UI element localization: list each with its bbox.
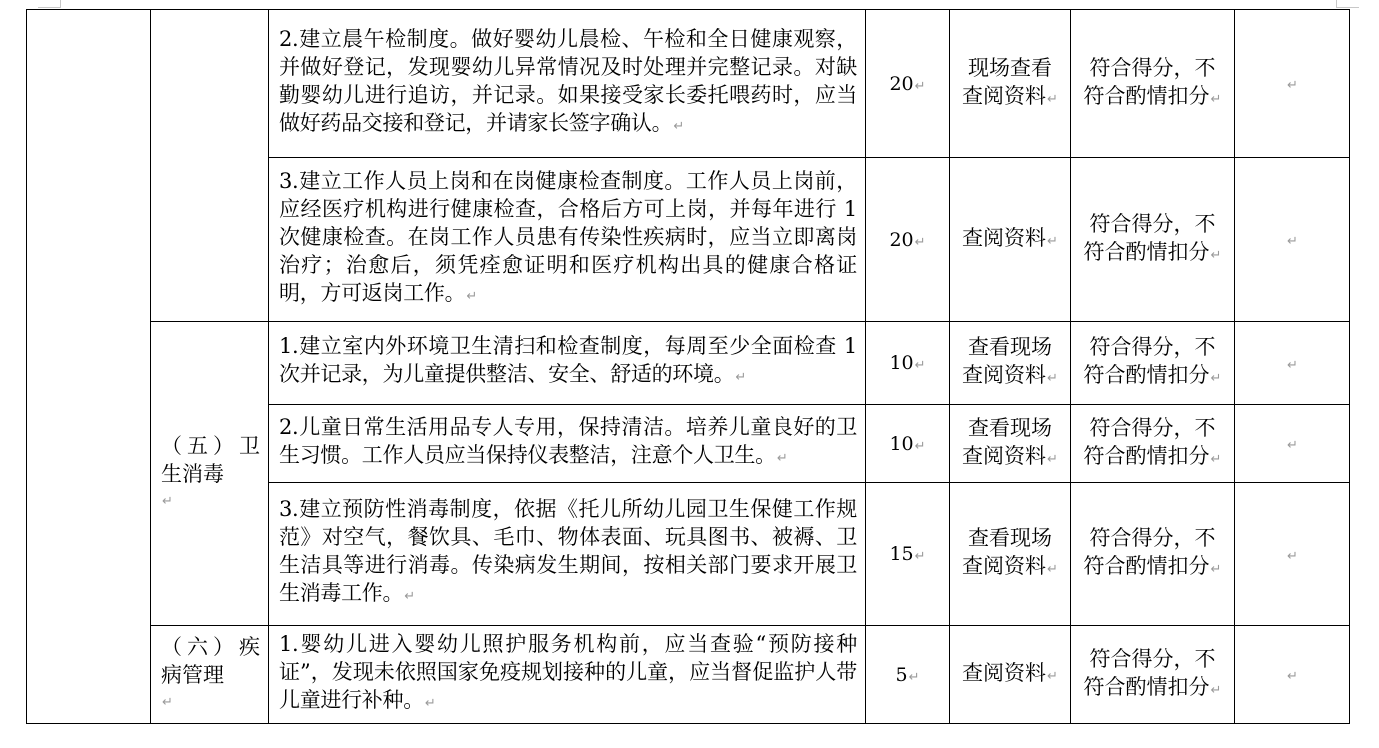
standard-cell — [1071, 322, 1235, 405]
category-disease-label: 病管理 — [161, 662, 224, 687]
method-line-2: 查阅资料 — [962, 83, 1047, 108]
return-mark: ↵ — [914, 78, 926, 94]
remarks-cell — [1235, 626, 1350, 724]
return-mark: ↵ — [914, 438, 926, 454]
page-corner-mark — [1336, 0, 1359, 8]
score-value: 5 — [895, 663, 908, 686]
category-disease-line-1: （六）疾 — [161, 634, 260, 659]
criterion-text: 1.婴幼儿进入婴幼儿照护服务机构前，应当查验“预防接种证”，发现未依照国家免疫规划接种的儿童，应当督促监护人带儿童进行补种。 — [279, 631, 857, 712]
return-mark: ↵ — [1287, 234, 1298, 249]
score-value: 10 — [889, 352, 914, 374]
score-cell — [866, 158, 950, 322]
score-cell — [866, 626, 950, 724]
return-mark: ↵ — [1047, 668, 1058, 684]
standard-line-2: 符合酌情扣分 — [1083, 443, 1210, 468]
standard-line-1: 符合得分，不 — [1089, 55, 1216, 80]
empty-section-cell — [27, 10, 151, 724]
category-sanitation-label: 生消毒 — [161, 461, 224, 486]
method-line-2: 查阅资料 — [962, 554, 1047, 578]
criterion-text-cell — [269, 626, 866, 724]
return-mark: ↵ — [776, 450, 788, 466]
return-mark: ↵ — [1287, 438, 1298, 453]
score-value: 15 — [889, 543, 914, 565]
criterion-text-cell — [269, 322, 866, 405]
remarks-cell — [1235, 322, 1350, 405]
criterion-text-cell — [269, 158, 866, 322]
return-mark: ↵ — [735, 370, 746, 385]
return-mark: ↵ — [1210, 371, 1222, 386]
return-mark: ↵ — [1210, 682, 1222, 698]
return-mark: ↵ — [1210, 562, 1222, 577]
return-mark: ↵ — [1047, 562, 1058, 577]
table-row — [27, 10, 1350, 158]
criterion-text: 3.建立预防性消毒制度，依据《托儿所幼儿园卫生保健工作规范》对空气，餐饮具、毛巾、物体表面、玩具图书、被褥、卫生洁具等进行消毒。传染病发生期间，按相关部门要求开展卫生消毒工作。 — [279, 497, 857, 605]
criterion-text: 2.建立晨午检制度。做好婴幼儿晨检、午检和全日健康观察，并做好登记，发现婴幼儿异常情况及时处理并完整记录。对缺勤婴幼儿进行追访，并记录。如果接受家长委托喂药时，应当做好药品交接和登记，并请家长签字确认。 — [279, 26, 857, 135]
score-cell — [866, 322, 950, 405]
return-mark: ↵ — [404, 589, 415, 604]
return-mark: ↵ — [1210, 247, 1222, 263]
return-mark: ↵ — [914, 358, 926, 373]
return-mark: ↵ — [914, 549, 926, 564]
empty-category-cell — [151, 10, 269, 322]
category-disease-cell — [151, 626, 269, 724]
standard-line-1: 符合得分，不 — [1089, 211, 1216, 236]
category-disease-line-2 — [161, 661, 260, 717]
method-line-2: 查阅资料 — [962, 363, 1047, 387]
criterion-text-cell — [269, 10, 866, 158]
return-mark: ↵ — [908, 669, 920, 685]
return-mark: ↵ — [1287, 78, 1298, 93]
score-cell — [866, 405, 950, 483]
return-mark: ↵ — [424, 695, 436, 711]
remarks-cell — [1235, 405, 1350, 483]
standard-cell — [1071, 405, 1235, 483]
return-mark: ↵ — [1047, 233, 1058, 249]
remarks-cell — [1235, 158, 1350, 322]
standard-line-1: 符合得分，不 — [1089, 335, 1216, 359]
return-mark: ↵ — [673, 118, 684, 134]
standard-cell — [1071, 158, 1235, 322]
criterion-text-cell — [269, 483, 866, 626]
standard-line-2: 符合酌情扣分 — [1083, 363, 1210, 387]
category-sanitation-line-1: （五）卫 — [161, 433, 260, 458]
return-mark: ↵ — [1287, 548, 1298, 564]
return-mark: ↵ — [1047, 451, 1058, 467]
method-line-1: 现场查看 — [968, 55, 1052, 80]
method-cell — [950, 405, 1071, 483]
return-mark: ↵ — [1287, 669, 1298, 684]
category-sanitation-line-2 — [161, 460, 260, 516]
standard-line-1: 符合得分，不 — [1089, 526, 1216, 550]
score-value: 20 — [889, 228, 914, 251]
standard-line-2: 符合酌情扣分 — [1083, 239, 1210, 264]
standard-cell — [1071, 626, 1235, 724]
return-mark: ↵ — [162, 493, 173, 509]
return-mark: ↵ — [1210, 451, 1222, 467]
criterion-text: 2.儿童日常生活用品专人专用，保持清洁。培养儿童良好的卫生习惯。工作人员应当保持仪表整洁，注意个人卫生。 — [279, 414, 857, 467]
score-cell — [866, 483, 950, 626]
return-mark: ↵ — [1210, 91, 1222, 107]
method-cell — [950, 10, 1071, 158]
standard-line-1: 符合得分，不 — [1089, 415, 1216, 440]
score-value: 20 — [889, 72, 914, 95]
standard-line-2: 符合酌情扣分 — [1083, 674, 1210, 699]
evaluation-table — [26, 9, 1350, 724]
category-sanitation-cell — [151, 322, 269, 626]
table-row — [27, 626, 1350, 724]
return-mark: ↵ — [1287, 357, 1298, 373]
standard-line-1: 符合得分，不 — [1089, 646, 1216, 671]
method-cell — [950, 483, 1071, 626]
score-cell — [866, 10, 950, 158]
method-cell — [950, 322, 1071, 405]
method-cell — [950, 158, 1071, 322]
remarks-cell — [1235, 483, 1350, 626]
return-mark: ↵ — [1047, 91, 1058, 107]
table-row — [27, 322, 1350, 405]
remarks-cell — [1235, 10, 1350, 158]
criterion-text: 1.建立室内外环境卫生清扫和检查制度，每周至少全面检查 1 次并记录，为儿童提供整洁、安全、舒适的环境。 — [279, 334, 857, 386]
page-corner-mark — [38, 0, 61, 8]
standard-cell — [1071, 10, 1235, 158]
method-line-1: 查看现场 — [968, 526, 1052, 550]
method-cell — [950, 626, 1071, 724]
standard-cell — [1071, 483, 1235, 626]
method-line-1: 查阅资料 — [962, 660, 1047, 685]
return-mark: ↵ — [914, 234, 926, 250]
return-mark: ↵ — [466, 288, 477, 304]
standard-line-2: 符合酌情扣分 — [1083, 554, 1210, 578]
method-line-2: 查阅资料 — [962, 443, 1047, 468]
method-line-1: 查看现场 — [968, 335, 1052, 359]
method-line-1: 查看现场 — [968, 415, 1052, 440]
criterion-text: 3.建立工作人员上岗和在岗健康检查制度。工作人员上岗前，应经医疗机构进行健康检查，合格后方可上岗，并每年进行 1 次健康检查。在岗工作人员患有传染性疾病时，应当立即离岗治疗；治愈后，须凭痊愈证明和医疗机构出具的健康合格证明，方可返岗工作。 — [279, 168, 857, 305]
method-line-1: 查阅资料 — [962, 225, 1047, 250]
standard-line-2: 符合酌情扣分 — [1083, 83, 1210, 108]
return-mark: ↵ — [1047, 371, 1058, 386]
return-mark: ↵ — [162, 694, 173, 710]
score-value: 10 — [889, 432, 914, 455]
criterion-text-cell — [269, 405, 866, 483]
